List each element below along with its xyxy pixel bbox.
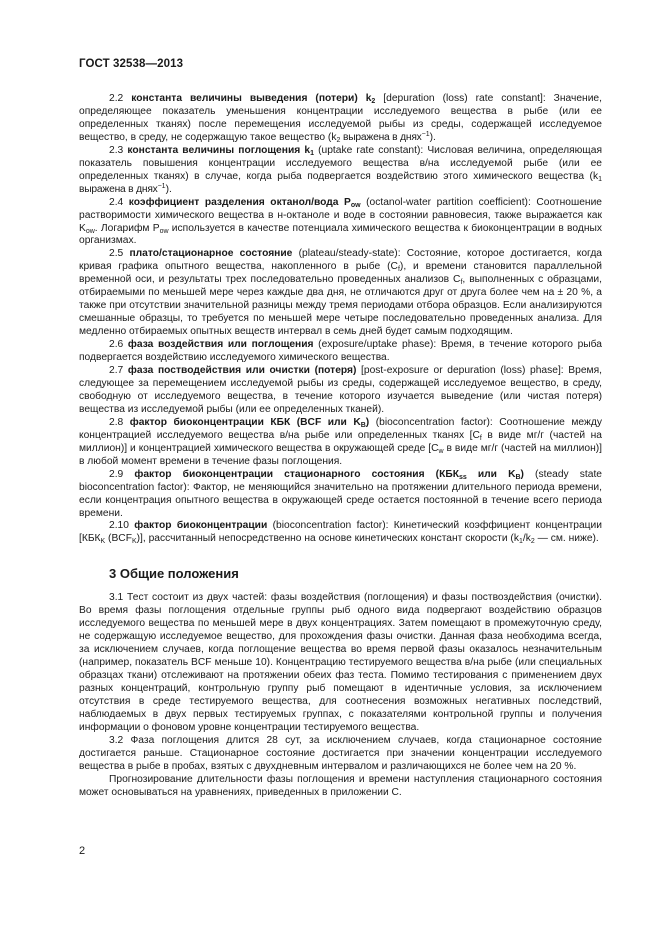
definition-2-6: 2.6 фаза воздействия или поглощения (exposure/uptake phase): Время, в течение которого рыба подвергается воздействию исследуемого химического вещества. xyxy=(79,339,602,364)
definition-2-4: 2.4 коэффициент разделения октанол/вода $P_{ow}$ (octanol-water partition coefficient): Соотношение растворимости химического вещества в н-октаноле и воде в состоянии равновесия, также выражается как $K_{ow}$. Логарифм $P_{ow}$ используется в качестве потенциала химического вещества к биоконцентрации в водных организмах. xyxy=(79,196,602,247)
definition-2-5: 2.5 плато/стационарное состояние (plateau/steady-state): Состояние, которое достигается, когда кривая графика опытного вещества, накопленного в рыбе $(C_f)$, и времени становится параллельной временной оси, и результаты трех последовательно проведенных анализов $C_f$, выполненных с образцами, отбираемыми по меньшей мере через каждые два дня, не отличаются друг от друга более чем на ± 20 %, а также при отсутствии значительной разницы между тремя периодами отбора образцов. Если анализируются смешанные образцы, то требуется по меньшей мере четыре последовательно проведенных анализа. Для медленно отбираемых опытных веществ интервал в семь дней будет самым подходящим. xyxy=(79,248,602,338)
section-3-title: 3 Общие положения xyxy=(109,566,239,582)
definition-2-9: 2.9 фактор биоконцентрации стационарного состояния ($КБК_{ss}$ или $K_B$) (steady state bioconcentration factor): Фактор, не меняющийся значительно на протяжении длительного периода времени, если концентрация опытного вещества в окружающей среде остается постоянной в течение всего периода времени. xyxy=(79,468,602,519)
definition-2-10: 2.10 фактор биоконцентрации (bioconcentration factor): Кинетический коэффициент концентрации [$КБК_K$ $(BCF_K)$], рассчитанный непосредственно на основе кинетических констант скорости ($k_1/k_2$ — см. ниже). xyxy=(79,520,602,546)
paragraph-3-2: 3.2 Фаза поглощения длится 28 сут, за исключением случаев, когда стационарное состояние достигается раньше. Стационарное состояние достигается при значении концентрации исследуемого вещества в рыбе в пробах, взятых с двухдневным интервалом и различающихся не более чем на 20 %. xyxy=(79,734,602,772)
paragraph-3-1: 3.1 Тест состоит из двух частей: фазы воздействия (поглощения) и фазы поствоздействия (очистки). Во время фазы поглощения отдельные группы рыб одного вида подвергают воздействию образцов исследуемого вещества по меньшей мере в двух концентрациях. Затем помещают в промежуточную среду, не содержащую исследуемое вещество, для прохождения фазы очистки. Данная фаза необходима всегда, за исключением случаев, когда поглощение вещества во время первой фазы оказалось незначительным (например, показатель BCF меньше 10). Концентрацию тестируемого вещества в/на рыбе (или специальных образцах ткани) отслеживают на протяжении обеих фаз теста. Помимо тестирования с применением двух разных концентраций, контрольную группу рыб помещают в идентичные условия, за исключением отсутствия в среде тестируемого вещества, для соотнесения возможных негативных последствий, наблюдаемых в двух первых тестируемых группах, с показателями контрольной группы и получения информации о фоновом уровне концентрации тестируемого вещества. xyxy=(79,592,602,733)
definition-2-7: 2.7 фаза постводействия или очистки (потеря) [post-exposure or depuration (loss) phase]: Время, следующее за перемещением исследуемой рыбы из среды, содержащей исследуемое вещество, в среду, свободную от исследуемого вещества, в течение которого изучается выведение (или чистая потеря) вещества из исследуемой рыбы (или ее определенных тканей). xyxy=(79,365,602,415)
definition-2-2: 2.2 константа величины выведения (потери) $k_2$ [depuration (loss) rate constant]: Значение, определяющее показатель уменьшения концентрации исследуемого вещества в рыбе (или ее определенных тканях) после перемещения исследуемой рыбы из среды, содержащей исследуемое вещество, в среду, не содержащую такое вещество ($k_2$ выражена в днях$^{-1}$). xyxy=(79,93,602,144)
definition-2-3: 2.3 константа величины поглощения $k_1$ (uptake rate constant): Числовая величина, определяющая показатель повышения концентрации исследуемого вещества в/на исследуемой рыбе (или ее определенных тканях) в случае, когда рыба подвергается воздействию этого химического вещества ($k_1$ выражена в днях$^{-1}$). xyxy=(79,144,602,195)
document-body xyxy=(79,93,602,800)
definition-2-8: 2.8 фактор биоконцентрации КБК (BCF или $K_B$) (bioconcentration factor): Соотношение между концентрацией исследуемого вещества в/на рыбе или определенных тканях [$C_f$ в виде мг/г (частей на миллион)] и концентрацией химического вещества в окружающей среде [$C_w$ в виде мг/г (частей на миллион)] в любой момент времени в течение фазы поглощения. xyxy=(79,416,602,467)
paragraph-3-2-continued: Прогнозирование длительности фазы поглощения и времени наступления стационарного состояния может основываться на уравнениях, приведенных в приложении С. xyxy=(79,773,602,798)
page-number: 2 xyxy=(79,845,86,857)
document-header: ГОСТ 32538—2013 xyxy=(79,58,184,70)
